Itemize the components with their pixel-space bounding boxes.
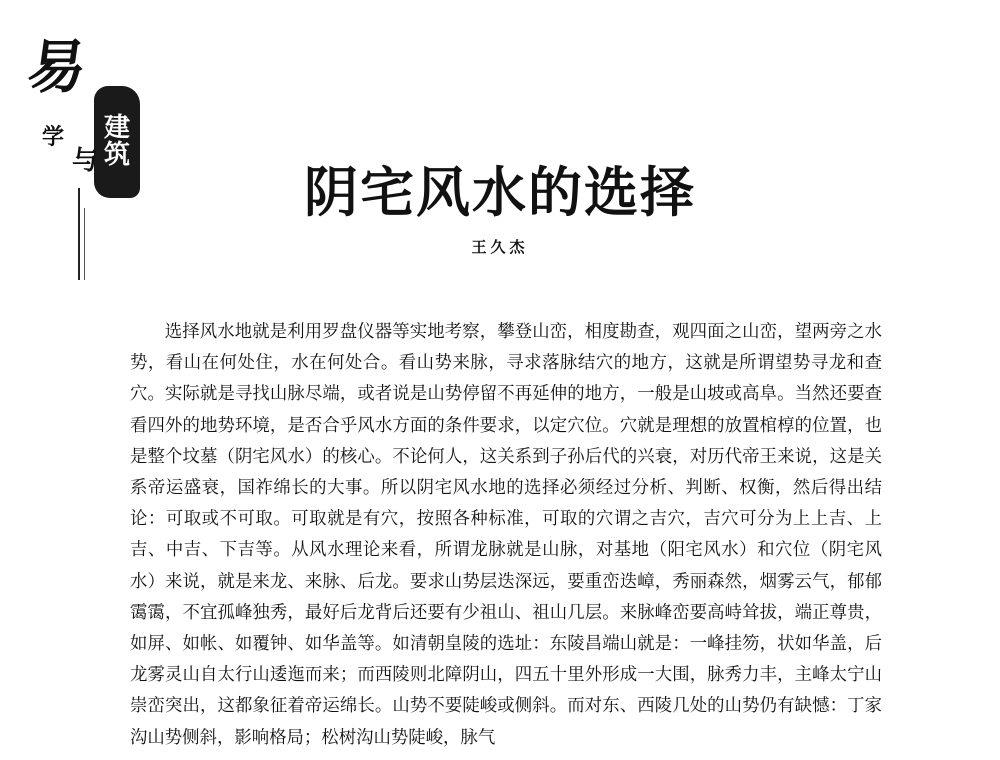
article-body: 选择风水地就是利用罗盘仪器等实地考察，攀登山峦，相度勘查，观四面之山峦，望两旁之水势，看山在何处住，水在何处合。看山势来脉，寻求落脉结穴的地方，这就是所谓望势寻龙和查穴。实际就是寻找山脉尽端，或者说是山势停留不再延伸的地方，一般是山坡或高阜。当然还要查看四外的地势环境，是否合乎风水方面的条件要求，以定穴位。穴就是理想的放置棺椁的位置，也是整个坟墓（阴宅风水）的核心。不论何人，这关系到子孙后代的兴衰，对历代帝王来说，这是关系帝运盛衰，国祚绵长的大事。所以阴宅风水地的选择必须经过分析、判断、权衡，然后得出结论：可取或不可取。可取就是有穴，按照各种标准，可取的穴谓之吉穴，吉穴可分为上上吉、上吉、中吉、下吉等。从风水理论来看，所谓龙脉就是山脉，对基地（阳宅风水）和穴位（阴宅风水）来说，就是来龙、来脉、后龙。要求山势层迭深远，要重峦迭嶂，秀丽森然，烟雾云气，郁郁霭霭，不宜孤峰独秀，最好后龙背后还要有少祖山、祖山几层。来脉峰峦要高峙耸拔，端正尊贵，如屏、如帐、如覆钟、如华盖等。如清朝皇陵的选址：东陵昌端山就是：一峰挂笏，状如华盖，后龙雾灵山自太行山逶迤而来；而西陵则北障阴山，四五十里外形成一大围，脉秀力丰，主峰太宁山崇峦突出，这都象征着帝运绵长。山势不要陡峻或侧斜。而对东、西陵几处的山势仍有缺憾：丁家沟山势侧斜，影响格局；松树沟山势陡峻，脉气 [130, 322, 882, 748]
article-author: 王久杰 [471, 238, 529, 256]
logo-char-yi: 易 [23, 33, 91, 101]
article-title: 阴宅风水的选择 [304, 160, 696, 224]
logo-char-yu: 与 [72, 146, 99, 176]
logo-char-xue: 学 [42, 124, 65, 150]
logo-char-jian: 建 [103, 112, 130, 143]
logo-char-zhu: 筑 [103, 140, 130, 170]
